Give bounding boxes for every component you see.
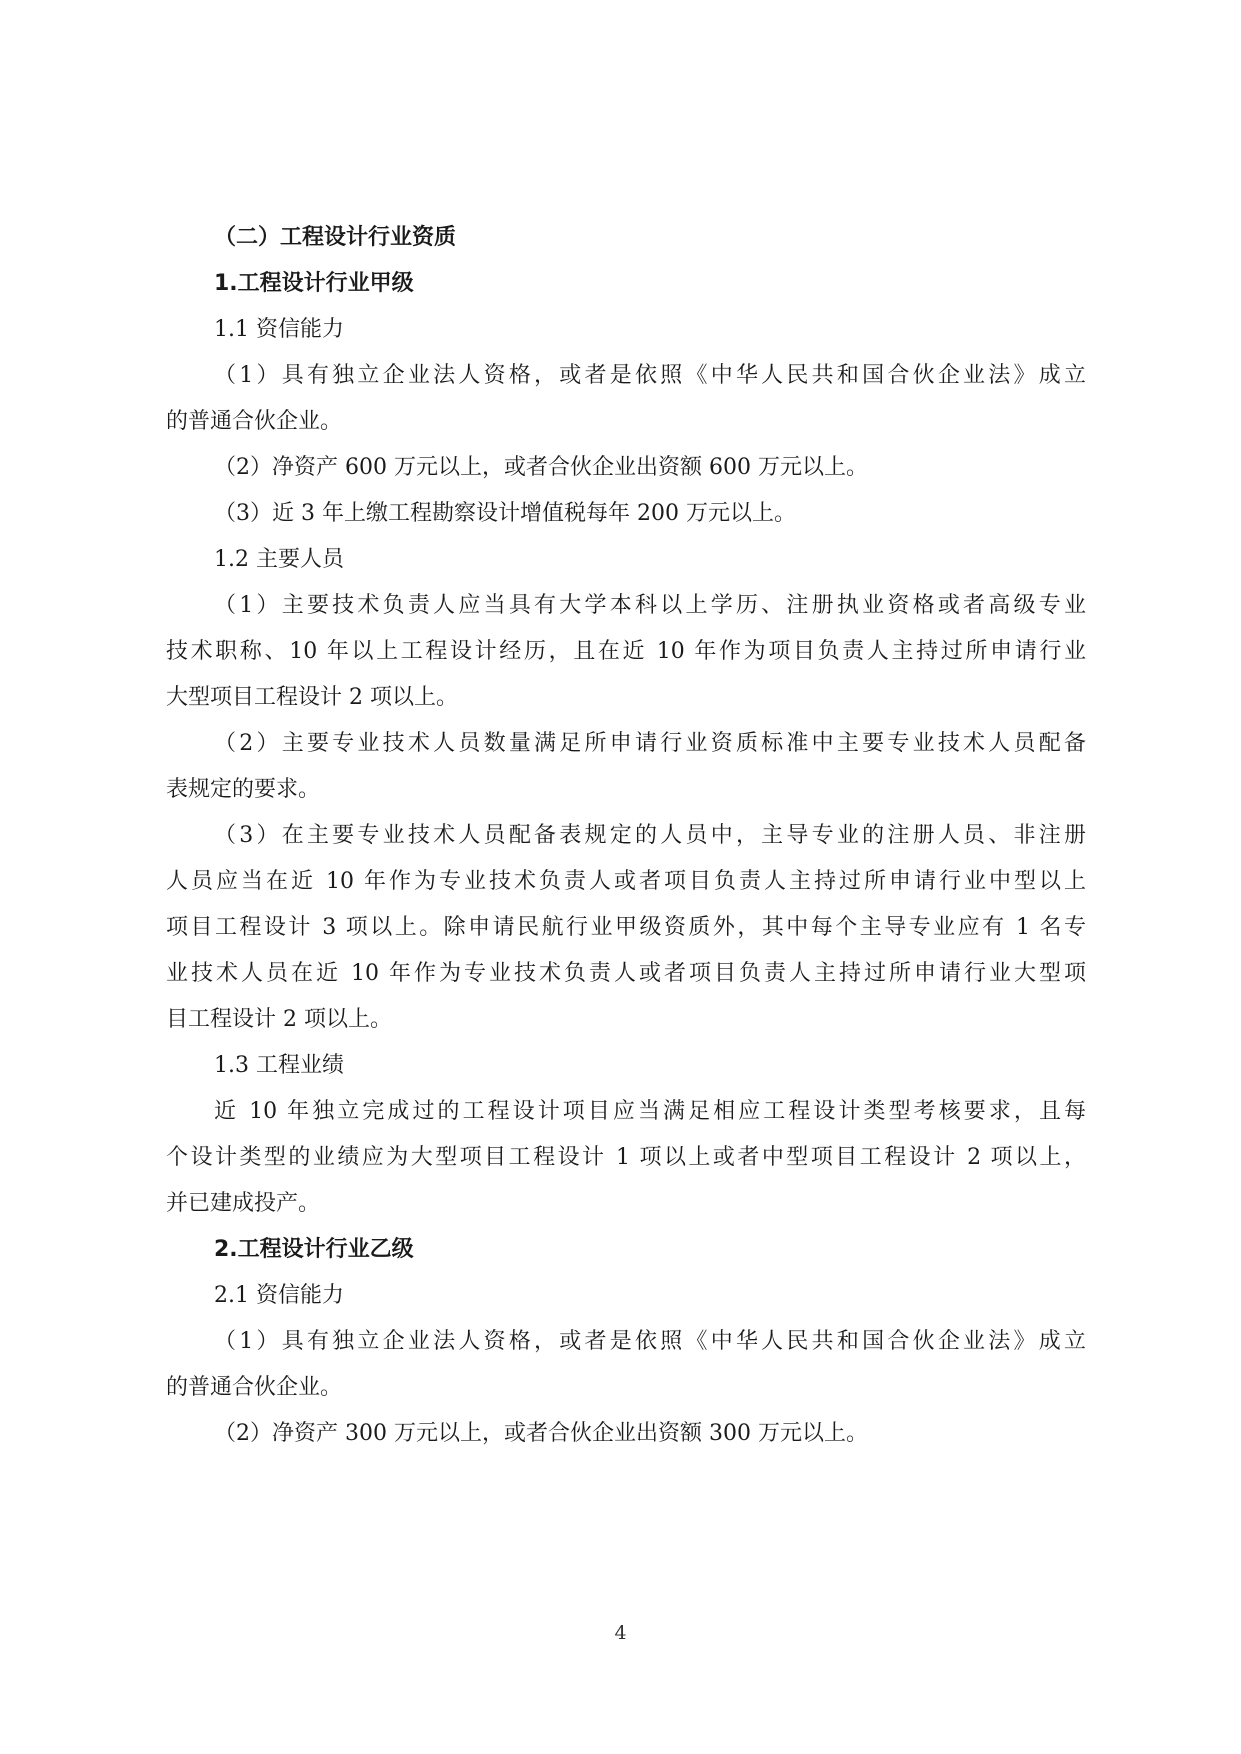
class-b-heading: 2.工程设计行业乙级: [214, 1237, 414, 1262]
class-a-credit-item1-line1: （1）具有独立企业法人资格，或者是依照《中华人民共和国合伙企业法》成立: [214, 363, 1086, 388]
class-b-credit-item1-line1: （1）具有独立企业法人资格，或者是依照《中华人民共和国合伙企业法》成立: [214, 1329, 1086, 1354]
class-b-credit-item2: （2）净资产 300 万元以上，或者合伙企业出资额 300 万元以上。: [214, 1421, 868, 1446]
class-a-personnel-heading: 1.2 主要人员: [214, 547, 344, 572]
class-a-heading: 1.工程设计行业甲级: [214, 271, 414, 296]
class-a-credit-item1-line2: 的普通合伙企业。: [166, 409, 343, 434]
class-a-personnel-item3-line4: 业技术人员在近 10 年作为专业技术负责人或者项目负责人主持过所申请行业大型项: [166, 961, 1086, 986]
class-a-credit-item2: （2）净资产 600 万元以上，或者合伙企业出资额 600 万元以上。: [214, 455, 868, 480]
class-a-personnel-item1-line3: 大型项目工程设计 2 项以上。: [166, 685, 458, 710]
class-a-performance-line3: 并已建成投产。: [166, 1191, 321, 1216]
class-a-personnel-item3-line1: （3）在主要专业技术人员配备表规定的人员中，主导专业的注册人员、非注册: [214, 823, 1086, 848]
class-a-personnel-item1-line1: （1）主要技术负责人应当具有大学本科以上学历、注册执业资格或者高级专业: [214, 593, 1086, 618]
document-body: [166, 215, 1086, 1457]
class-b-credit-heading: 2.1 资信能力: [214, 1283, 344, 1308]
class-a-personnel-item2-line2: 表规定的要求。: [166, 777, 321, 802]
class-a-credit-item3: （3）近 3 年上缴工程勘察设计增值税每年 200 万元以上。: [214, 501, 796, 526]
class-a-personnel-item3-line2: 人员应当在近 10 年作为专业技术负责人或者项目负责人主持过所申请行业中型以上: [166, 869, 1086, 894]
class-a-personnel-item3-line5: 目工程设计 2 项以上。: [166, 1007, 392, 1032]
class-a-personnel-item3-line3: 项目工程设计 3 项以上。除申请民航行业甲级资质外，其中每个主导专业应有 1 名专: [166, 915, 1086, 940]
class-a-performance-line2: 个设计类型的业绩应为大型项目工程设计 1 项以上或者中型项目工程设计 2 项以上，: [166, 1145, 1086, 1170]
class-a-credit-heading: 1.1 资信能力: [214, 317, 344, 342]
section-heading: （二）工程设计行业资质: [214, 225, 457, 250]
class-a-performance-line1: 近 10 年独立完成过的工程设计项目应当满足相应工程设计类型考核要求，且每: [214, 1099, 1086, 1124]
class-b-credit-item1-line2: 的普通合伙企业。: [166, 1375, 343, 1400]
class-a-performance-heading: 1.3 工程业绩: [214, 1053, 344, 1078]
class-a-personnel-item2-line1: （2）主要专业技术人员数量满足所申请行业资质标准中主要专业技术人员配备: [214, 731, 1086, 756]
page-number: 4: [614, 1622, 627, 1644]
class-a-personnel-item1-line2: 技术职称、10 年以上工程设计经历，且在近 10 年作为项目负责人主持过所申请行业: [166, 639, 1086, 664]
